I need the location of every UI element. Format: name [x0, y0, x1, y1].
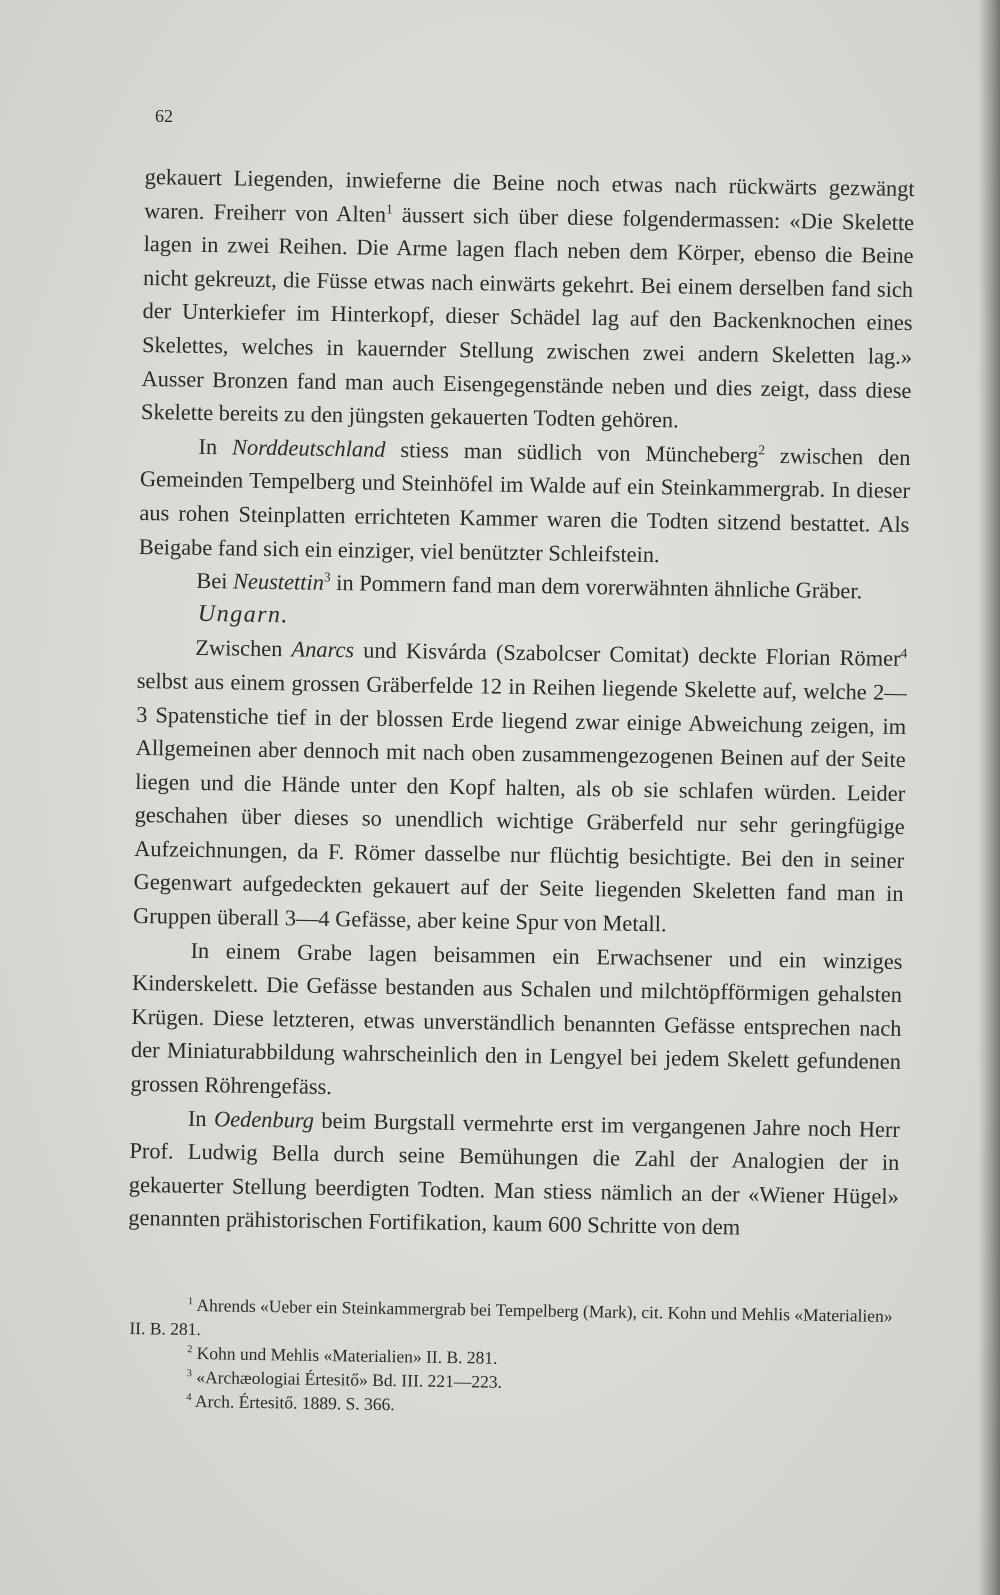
footnote-text: Kohn und Mehlis «Materialien» II. B. 281.: [192, 1342, 498, 1368]
place-name: Norddeutschland: [231, 434, 386, 462]
page-number: 62: [155, 106, 173, 126]
paragraph: [139, 429, 911, 575]
text-run: zwischen den Gemeinden Tempelberg und Steinhöfel im Walde auf ein Steinkammergrab. In dieser aus rohen Steinplatten errichteten Kammer waren die Todten sitzend bestattet. Als Beigabe fand sich ein einziger, viel benützter Schleifstein.: [138, 442, 911, 567]
footnote-ref: 1: [386, 200, 393, 217]
heading-text: Ungarn.: [197, 600, 290, 629]
body-text: [128, 160, 915, 1247]
footnote-ref: 2: [758, 441, 766, 458]
text-run: Bei: [196, 567, 234, 594]
text-run: stiess man südlich von Müncheberg: [385, 436, 759, 468]
paragraph: [130, 933, 903, 1113]
paragraph: [141, 160, 915, 441]
text-run: äussert sich über diese folgendermassen: «Die Skelette lagen in zwei Reihen. Die Arme lagen flach neben dem Körper, ebenso die Beine nicht gekreuzt, die Füsse etwas nach einwärts gekehrt. Bei einem derselben fand sich der Unterkiefer im Hinterkopf, dieser Schädel lag auf den Backenknochen eines Skelettes, welches in kauernder Stellung zwischen zwei andern Skeletten lag.» Ausser Bronzen fand man auch Eisengegenstände neben und dies zeigt, dass diese Skelette bereits zu den jüngsten gekauerten Todten gehören.: [140, 201, 915, 433]
text-run: In einem Grabe lagen beisammen ein Erwachsener und ein winziges Kinderskelett. Die Gefässe bestanden aus Schalen und milchtöpfförmigen gehalsten Krügen. Diese letzteren, etwas unverständlich benannten Gefässe entsprechen nach der Miniaturabbildung wahrscheinlich den in Lengyel bei jedem Skelett gefundenen grossen Röhrengefäss.: [130, 937, 903, 1100]
footnote-text: «Archæologiai Értesitő» Bd. III. 221—223.: [191, 1366, 503, 1392]
place-name: Neustettin: [232, 568, 325, 595]
footnote-mark: 2: [187, 1344, 193, 1356]
paragraph: [133, 630, 908, 944]
footnote-mark: 4: [186, 1392, 192, 1404]
footnote-text: Arch. Értesitő. 1889. S. 366.: [191, 1390, 395, 1415]
footnote-mark: 1: [187, 1296, 194, 1308]
footnote-ref: 4: [900, 645, 908, 661]
place-name: Oedenburg: [213, 1105, 315, 1133]
footnote-mark: 3: [186, 1368, 193, 1380]
text-run: gekauert Liegenden, inwieferne die Beine noch etwas nach rückwärts gezwängt waren. Freiherr von Alten: [144, 163, 915, 227]
paragraph: [128, 1101, 900, 1247]
text-run: In: [198, 433, 233, 460]
text-run: beim Burgstall vermehrte erst im vergangenen Jahre noch Herr Prof. Ludwig Bella durch seine Bemühungen die Zahl der Analogien der in gekauerter Stellung beerdigten Todten. Man stiess nämlich an der «Wiener Hügel» genannten prähistorischen Fortifikation, kaum 600 Schritte von dem: [128, 1107, 901, 1240]
text-run: In: [187, 1105, 215, 1131]
text-run: Zwischen: [195, 635, 292, 662]
text-run: und Kisvárda (Szabolcser Comitat) deckte Florian Römer: [353, 637, 901, 672]
text-run: in Pommern fand man dem vorerwähnten ähnliche Gräber.: [330, 570, 863, 604]
footnote-ref: 3: [323, 569, 331, 585]
page-gutter-shadow: [978, 0, 1000, 1595]
footnotes: [128, 1292, 910, 1424]
text-run: selbst aus einem grossen Gräberfelde 12 in Reihen liegende Skelette auf, welche 2—3 Spatenstiche tief in der blossen Erde liegend zwar einige Abweichung zeigen, im Allgemeinen aber dennoch mit nach oben zusammengezogenen Beinen auf der Seite liegen und die Hände unter den Kopf halten, als ob sie schlafen würden. Leider geschahen über dieses so unendlich wichtige Gräberfeld nur sehr geringfügige Aufzeichnungen, da F. Römer dasselbe nur flüchtig besichtigte. Bei den in seiner Gegenwart aufgedeckten gekauert auf der Seite liegenden Skeletten fand man in Gruppen überall 3—4 Gefässe, aber keine Spur von Metall.: [132, 667, 907, 937]
place-name: Anarcs: [291, 636, 355, 663]
footnote-text: Ahrends «Ueber ein Steinkammergrab bei Tempelberg (Mark), cit. Kohn und Mehlis «Materialien» II. B. 281.: [129, 1294, 893, 1340]
